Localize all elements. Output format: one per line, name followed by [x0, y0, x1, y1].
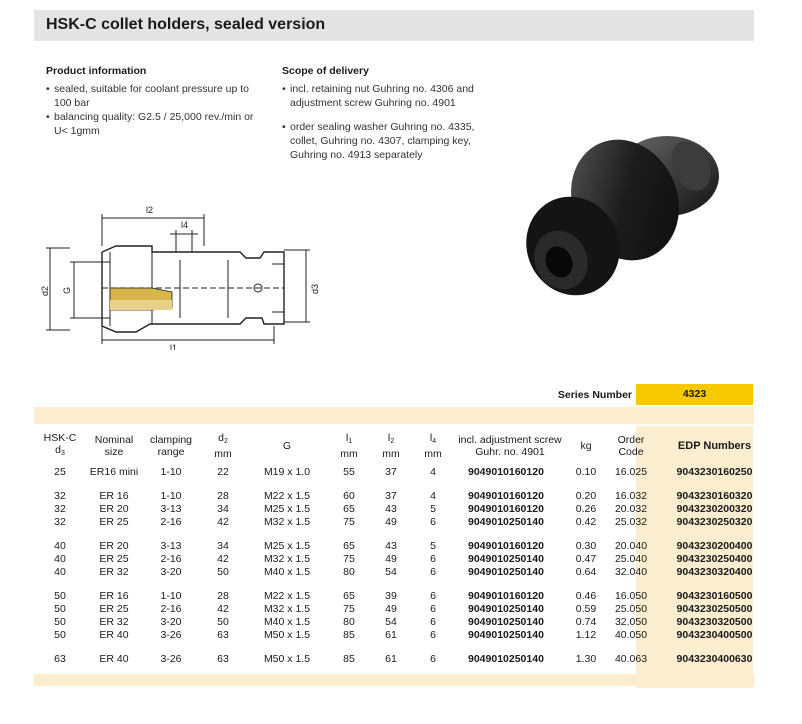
- footer-band: [34, 674, 754, 686]
- table-cell: 9043230400500: [676, 629, 753, 641]
- table-cell: 9043230200320: [676, 503, 753, 515]
- table-cell: 37: [385, 490, 397, 502]
- table-cell: M40 x 1.5: [263, 566, 311, 578]
- table-cell: 9049010160120: [468, 466, 544, 478]
- table-cell: 28: [217, 490, 229, 502]
- table-cell: 50: [54, 590, 66, 602]
- table-cell: 4: [430, 490, 436, 502]
- table-cell: 3-20: [160, 566, 182, 578]
- table-cell: 3-20: [160, 616, 182, 628]
- table-cell: 9043230250320: [676, 516, 753, 528]
- table-cell: 3-13: [160, 503, 182, 515]
- table-cell: 50: [217, 566, 229, 578]
- col-hsk: HSK-C $d_3$: [43, 432, 77, 457]
- table-row: [34, 503, 773, 516]
- table-cell: 9043230160500: [676, 590, 753, 602]
- table-cell: 32: [54, 516, 66, 528]
- product-information: [46, 64, 256, 138]
- table-cell: 9049010250140: [468, 653, 544, 665]
- table-cell: ER 32: [99, 616, 129, 628]
- table-row: [34, 490, 773, 503]
- table-cell: 5: [430, 503, 436, 515]
- table-cell: 43: [385, 503, 397, 515]
- col-d2: $d_2$ mm: [214, 432, 232, 460]
- series-number-value: 4323: [636, 384, 753, 405]
- technical-drawing: [40, 200, 340, 350]
- table-cell: 16.025: [614, 466, 648, 478]
- col-l1: $l_1$ mm: [340, 432, 358, 460]
- table-cell: 9049010160120: [468, 540, 544, 552]
- table-cell: 3-26: [160, 653, 182, 665]
- table-cell: 34: [217, 503, 229, 515]
- table-cell: M22 x 1.5: [263, 490, 311, 502]
- table-cell: 6: [430, 566, 436, 578]
- table-row: [34, 653, 773, 666]
- col-screw: incl. adjustment screw Guhr. no. 4901: [458, 434, 562, 458]
- col-size: Nominal size: [94, 434, 134, 458]
- table-cell: 40: [54, 540, 66, 552]
- table-cell: 65: [343, 590, 355, 602]
- table-cell: 9049010160120: [468, 590, 544, 602]
- table-cell: 9049010250140: [468, 603, 544, 615]
- table-cell: 42: [217, 516, 229, 528]
- table-cell: 20.040: [614, 540, 648, 552]
- table-cell: ER16 mini: [89, 466, 139, 478]
- table-cell: 9049010250140: [468, 553, 544, 565]
- table-cell: 60: [343, 490, 355, 502]
- table-cell: ER 16: [99, 490, 129, 502]
- table-cell: ER 25: [99, 553, 129, 565]
- table-cell: 32: [54, 503, 66, 515]
- table-cell: 34: [217, 540, 229, 552]
- table-cell: 28: [217, 590, 229, 602]
- table-cell: 61: [385, 629, 397, 641]
- table-cell: 25.032: [614, 516, 648, 528]
- table-row: [34, 566, 773, 579]
- table-cell: 65: [343, 540, 355, 552]
- table-cell: 37: [385, 466, 397, 478]
- table-cell: 6: [430, 603, 436, 615]
- table-cell: 6: [430, 616, 436, 628]
- table-cell: 0.59: [575, 603, 597, 615]
- table-cell: 20.032: [614, 503, 648, 515]
- table-cell: 75: [343, 516, 355, 528]
- table-row: [34, 629, 773, 642]
- table-cell: 9043230200400: [676, 540, 753, 552]
- table-cell: 32.040: [614, 566, 648, 578]
- table-cell: 6: [430, 516, 436, 528]
- header-band: [34, 407, 754, 424]
- table-cell: M19 x 1.0: [263, 466, 311, 478]
- table-cell: M25 x 1.5: [263, 540, 311, 552]
- table-cell: M32 x 1.5: [263, 603, 311, 615]
- table-cell: 49: [385, 603, 397, 615]
- table-cell: 49: [385, 516, 397, 528]
- table-cell: 16.032: [614, 490, 648, 502]
- table-cell: 5: [430, 540, 436, 552]
- group-spacer: [34, 479, 773, 490]
- table-cell: 1.12: [575, 629, 597, 641]
- table-row: [34, 540, 773, 553]
- col-clamp: clamping range: [149, 434, 193, 458]
- table-cell: ER 20: [99, 540, 129, 552]
- table-cell: 54: [385, 616, 397, 628]
- table-cell: 0.10: [575, 466, 597, 478]
- table-cell: 80: [343, 566, 355, 578]
- group-spacer: [34, 529, 773, 540]
- table-cell: 25: [54, 466, 66, 478]
- table-cell: 3-13: [160, 540, 182, 552]
- table-cell: 40: [54, 566, 66, 578]
- table-cell: 42: [217, 553, 229, 565]
- table-cell: 50: [54, 603, 66, 615]
- table-cell: M40 x 1.5: [263, 616, 311, 628]
- col-edp: EDP Numbers: [677, 440, 752, 452]
- table-cell: 1-10: [160, 466, 182, 478]
- table-cell: 32.050: [614, 616, 648, 628]
- table-row: [34, 603, 773, 616]
- dim-g: G: [62, 286, 72, 294]
- table-cell: 0.42: [575, 516, 597, 528]
- table-cell: 42: [217, 603, 229, 615]
- table-cell: 85: [343, 629, 355, 641]
- table-cell: 3-26: [160, 629, 182, 641]
- table-cell: ER 16: [99, 590, 129, 602]
- table-cell: 25.050: [614, 603, 648, 615]
- table-cell: 40.050: [614, 629, 648, 641]
- table-cell: 9049010250140: [468, 616, 544, 628]
- table-cell: 9043230400630: [676, 653, 753, 665]
- table-cell: M22 x 1.5: [263, 590, 311, 602]
- table-cell: 40.063: [614, 653, 648, 665]
- table-cell: 9043230160320: [676, 490, 753, 502]
- table-row: [34, 516, 773, 529]
- table-cell: 9043230160250: [676, 466, 753, 478]
- table-cell: 49: [385, 553, 397, 565]
- series-number-label: Series Number: [557, 389, 632, 401]
- table-cell: 61: [385, 653, 397, 665]
- scope-of-delivery: [282, 64, 492, 162]
- table-cell: 50: [54, 616, 66, 628]
- table-cell: 80: [343, 616, 355, 628]
- table-cell: 4: [430, 466, 436, 478]
- table-cell: 1-10: [160, 590, 182, 602]
- table-cell: 0.47: [575, 553, 597, 565]
- col-l4: $l_4$ mm: [424, 432, 442, 460]
- group-spacer: [34, 579, 773, 590]
- table-cell: 1-10: [160, 490, 182, 502]
- col-order: Order Code: [617, 434, 645, 458]
- col-g: G: [282, 440, 292, 452]
- table-row: [34, 466, 773, 479]
- table-cell: 2-16: [160, 553, 182, 565]
- table-cell: M32 x 1.5: [263, 553, 311, 565]
- table-cell: 0.64: [575, 566, 597, 578]
- table-cell: 16.050: [614, 590, 648, 602]
- table-cell: M32 x 1.5: [263, 516, 311, 528]
- table-cell: 6: [430, 553, 436, 565]
- table-cell: 54: [385, 566, 397, 578]
- table-cell: 39: [385, 590, 397, 602]
- table-cell: ER 40: [99, 629, 129, 641]
- table-cell: 50: [217, 616, 229, 628]
- table-cell: 9043230320500: [676, 616, 753, 628]
- table-cell: M50 x 1.5: [263, 629, 311, 641]
- table-cell: 9049010160120: [468, 490, 544, 502]
- product-bullet: • sealed, suitable for coolant pressure up to 100 bar: [46, 82, 256, 110]
- table-cell: 32: [54, 490, 66, 502]
- table-row: [34, 590, 773, 603]
- table-cell: 9043230320400: [676, 566, 753, 578]
- table-cell: M50 x 1.5: [263, 653, 311, 665]
- scope-bullet: • order sealing washer Guhring no. 4335, collet, Guhring no. 4307, clamping key, Guhring no. 4913 separately: [282, 120, 492, 162]
- dim-l1: l1: [170, 343, 178, 350]
- dim-l4: l4: [181, 220, 189, 230]
- scope-bullet: • incl. retaining nut Guhring no. 4306 and adjustment screw Guhring no. 4901: [282, 82, 492, 110]
- spec-table: [34, 426, 773, 666]
- table-cell: 50: [54, 629, 66, 641]
- col-l2: $l_2$ mm: [382, 432, 400, 460]
- table-cell: 9049010160120: [468, 503, 544, 515]
- product-information-heading: Product information: [46, 65, 147, 77]
- dim-d2: d2: [40, 285, 50, 296]
- table-cell: 0.46: [575, 590, 597, 602]
- dim-d3: d3: [310, 283, 320, 294]
- dim-l2: l2: [146, 205, 154, 215]
- title-bar: [34, 10, 754, 41]
- table-cell: 9043230250500: [676, 603, 753, 615]
- table-cell: 2-16: [160, 516, 182, 528]
- group-spacer: [34, 642, 773, 653]
- table-cell: 75: [343, 553, 355, 565]
- scope-heading: Scope of delivery: [282, 65, 369, 77]
- product-bullet: • balancing quality: G2.5 / 25,000 rev./min or U< 1gmm: [46, 110, 256, 138]
- table-row: [34, 616, 773, 629]
- table-cell: 40: [54, 553, 66, 565]
- table-cell: 85: [343, 653, 355, 665]
- table-cell: 6: [430, 653, 436, 665]
- table-cell: 0.26: [575, 503, 597, 515]
- table-cell: 9049010250140: [468, 629, 544, 641]
- table-cell: 6: [430, 590, 436, 602]
- table-cell: 63: [54, 653, 66, 665]
- table-cell: ER 40: [99, 653, 129, 665]
- page-title: HSK-C collet holders, sealed version: [46, 16, 326, 33]
- table-cell: 1.30: [575, 653, 597, 665]
- table-cell: 63: [217, 653, 229, 665]
- table-cell: 55: [343, 466, 355, 478]
- table-row: [34, 553, 773, 566]
- table-cell: 9049010250140: [468, 516, 544, 528]
- table-cell: 2-16: [160, 603, 182, 615]
- table-cell: 43: [385, 540, 397, 552]
- table-cell: 6: [430, 629, 436, 641]
- table-cell: 0.20: [575, 490, 597, 502]
- table-cell: M25 x 1.5: [263, 503, 311, 515]
- table-cell: ER 20: [99, 503, 129, 515]
- table-cell: 9043230250400: [676, 553, 753, 565]
- table-cell: 0.30: [575, 540, 597, 552]
- table-cell: 22: [217, 466, 229, 478]
- table-cell: 9049010250140: [468, 566, 544, 578]
- collet-holder-image: [515, 120, 730, 310]
- table-cell: ER 25: [99, 516, 129, 528]
- table-cell: 25.040: [614, 553, 648, 565]
- table-cell: 65: [343, 503, 355, 515]
- table-cell: ER 32: [99, 566, 129, 578]
- col-kg: kg: [580, 440, 592, 452]
- table-cell: 63: [217, 629, 229, 641]
- table-cell: 0.74: [575, 616, 597, 628]
- table-cell: 75: [343, 603, 355, 615]
- table-cell: ER 25: [99, 603, 129, 615]
